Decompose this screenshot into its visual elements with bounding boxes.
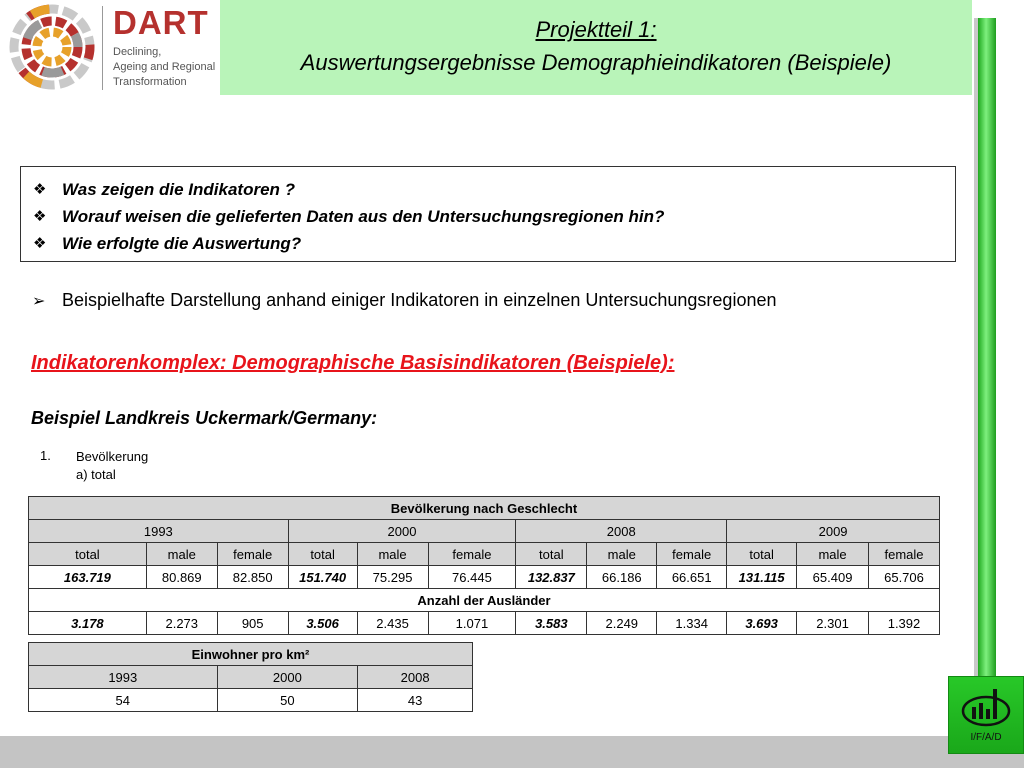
table-cell: 3.178 xyxy=(29,612,147,635)
logo-text xyxy=(113,5,215,90)
table-cell: 76.445 xyxy=(428,566,516,589)
table-cell: 132.837 xyxy=(516,566,587,589)
title-band xyxy=(220,0,972,95)
table-cell: 151.740 xyxy=(288,566,357,589)
table-cell: 3.583 xyxy=(516,612,587,635)
indicator-complex-heading: Indikatorenkomplex: Demographische Basisindikatoren (Beispiele): xyxy=(31,352,675,374)
column-header: female xyxy=(869,543,940,566)
table-cell: 2.249 xyxy=(587,612,657,635)
year-header: 1993 xyxy=(29,520,289,543)
table-cell: 163.719 xyxy=(29,566,147,589)
arrow-bullet-icon: ➢ xyxy=(32,292,46,310)
logo-sub-line: Declining, xyxy=(113,46,162,58)
table-cell: 75.295 xyxy=(357,566,428,589)
year-header: 1993 xyxy=(29,666,218,689)
density-year-row xyxy=(29,666,473,689)
logo-name: DART xyxy=(113,4,209,41)
slide-title-line2: Auswertungsergebnisse Demographieindikatoren (Beispiele) xyxy=(300,50,892,75)
ifad-label: I/F/A/D xyxy=(970,732,1002,743)
table-cell: 54 xyxy=(29,689,218,712)
table-cell: 82.850 xyxy=(217,566,288,589)
table-cell: 1.334 xyxy=(657,612,727,635)
year-header: 2000 xyxy=(288,520,516,543)
column-header: female xyxy=(428,543,516,566)
column-header: female xyxy=(217,543,288,566)
ifad-logo xyxy=(948,676,1024,754)
density-value-row xyxy=(29,689,473,712)
diamond-bullet-icon: ❖ xyxy=(33,208,47,225)
table-cell: 1.392 xyxy=(869,612,940,635)
question-item xyxy=(33,203,955,230)
column-header: total xyxy=(288,543,357,566)
footer-band xyxy=(0,736,1024,768)
diamond-bullet-icon: ❖ xyxy=(33,235,47,252)
table-cell: 1.071 xyxy=(428,612,516,635)
dart-logo-icon xyxy=(4,0,100,96)
ifad-logo-icon xyxy=(949,677,1023,731)
arrow-bullet-text: Beispielhafte Darstellung anhand einiger Indikatoren in einzelnen Untersuchungsregionen xyxy=(62,290,777,310)
question-item xyxy=(33,230,955,257)
table-cell: 905 xyxy=(217,612,288,635)
table-cell: 2.273 xyxy=(146,612,217,635)
year-header: 2000 xyxy=(217,666,358,689)
foreigners-title-row xyxy=(29,589,940,612)
list-number: 1. xyxy=(40,448,51,463)
dart-logo xyxy=(0,0,220,95)
table-cell: 3.693 xyxy=(727,612,797,635)
density-title-row xyxy=(29,643,473,666)
table-cell: 3.506 xyxy=(288,612,357,635)
question-text: Wie erfolgte die Auswertung? xyxy=(62,234,302,253)
list-label-sub: a) total xyxy=(76,467,116,482)
sex-header-row xyxy=(29,543,940,566)
table-cell: 66.651 xyxy=(657,566,727,589)
logo-subtitle xyxy=(113,45,215,90)
slide-title-line1: Projektteil 1: xyxy=(535,17,657,42)
logo-sub-line: Ageing and Regional xyxy=(113,61,216,73)
table-cell: 43 xyxy=(358,689,473,712)
example-heading: Beispiel Landkreis Uckermark/Germany: xyxy=(31,408,378,428)
column-header: total xyxy=(29,543,147,566)
table-cell: 66.186 xyxy=(587,566,657,589)
right-green-bar xyxy=(978,18,996,768)
column-header: female xyxy=(657,543,727,566)
table-title-row xyxy=(29,497,940,520)
density-table xyxy=(28,642,473,712)
logo-divider xyxy=(102,6,103,90)
question-box xyxy=(20,166,956,262)
column-header: male xyxy=(357,543,428,566)
population-table xyxy=(28,496,940,635)
table-cell: 2.435 xyxy=(357,612,428,635)
table-cell: 65.409 xyxy=(797,566,869,589)
question-text: Was zeigen die Indikatoren ? xyxy=(62,180,296,199)
question-text: Worauf weisen die gelieferten Daten aus den Untersuchungsregionen hin? xyxy=(62,207,665,226)
population-row xyxy=(29,566,940,589)
logo-sub-line: Transformation xyxy=(113,76,187,88)
column-header: total xyxy=(727,543,797,566)
list-label xyxy=(76,448,148,484)
table-cell: 80.869 xyxy=(146,566,217,589)
density-title: Einwohner pro km² xyxy=(29,643,473,666)
column-header: total xyxy=(516,543,587,566)
year-header: 2008 xyxy=(358,666,473,689)
table-cell: 50 xyxy=(217,689,358,712)
table-title: Bevölkerung nach Geschlecht xyxy=(29,497,940,520)
column-header: male xyxy=(797,543,869,566)
arrow-bullet-line xyxy=(32,290,776,311)
year-header: 2008 xyxy=(516,520,727,543)
table-cell: 131.115 xyxy=(727,566,797,589)
year-header-row xyxy=(29,520,940,543)
question-item xyxy=(33,176,955,203)
diamond-bullet-icon: ❖ xyxy=(33,181,47,198)
foreigners-row xyxy=(29,612,940,635)
year-header: 2009 xyxy=(727,520,940,543)
table-cell: 65.706 xyxy=(869,566,940,589)
list-label-main: Bevölkerung xyxy=(76,449,149,464)
foreigners-title: Anzahl der Ausländer xyxy=(29,589,940,612)
column-header: male xyxy=(587,543,657,566)
table-cell: 2.301 xyxy=(797,612,869,635)
column-header: male xyxy=(146,543,217,566)
